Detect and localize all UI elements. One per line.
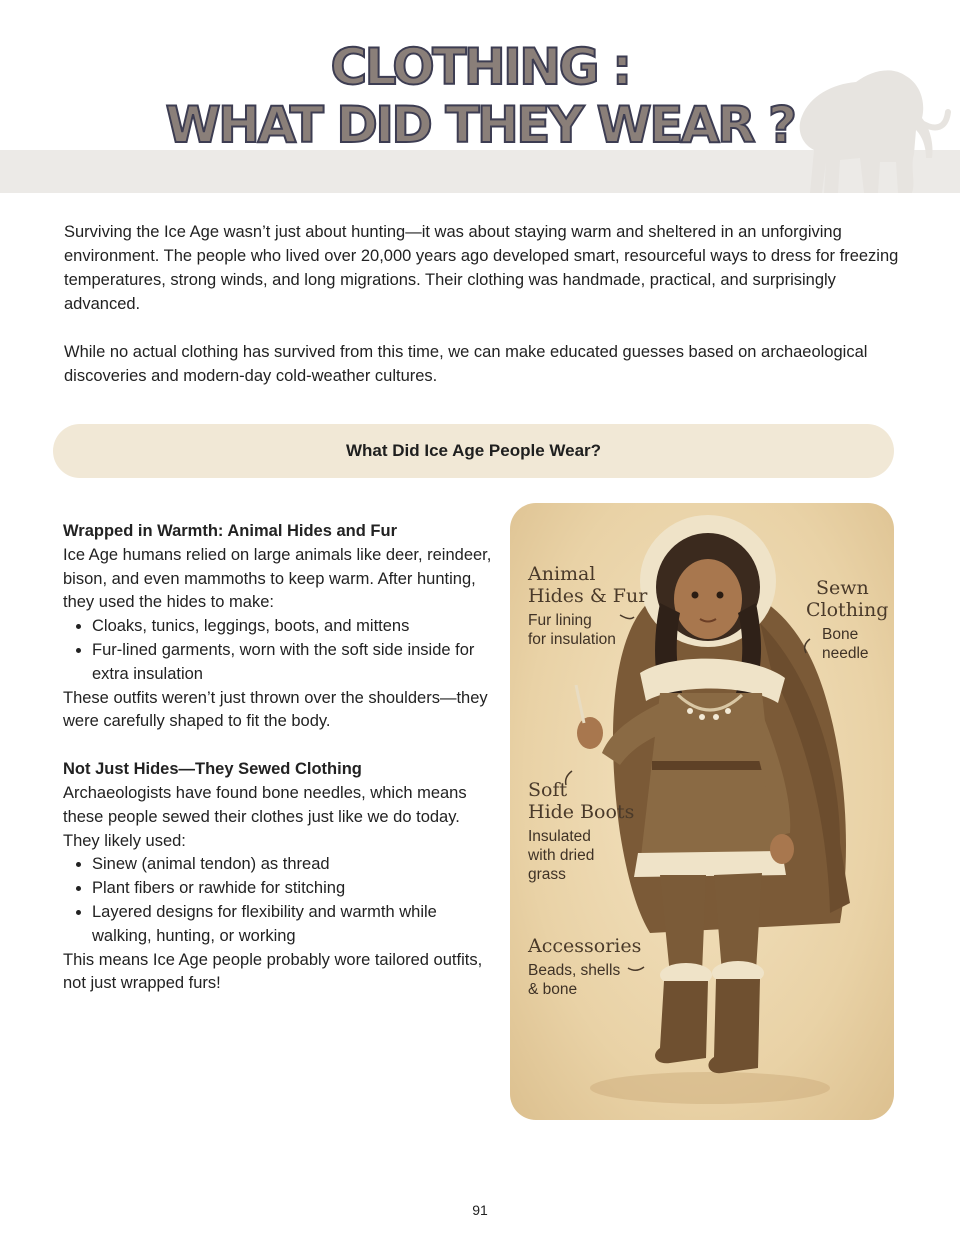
section2-lead: Archaeologists have found bone needles, which means these people sewed their clothes just like we do today. They likely used: [63,783,467,850]
label-soft-hide-boots: Soft Hide Boots Insulated with dried grass [528,779,635,883]
section1-list [63,615,493,686]
section-banner-label: What Did Ice Age People Wear? [345,441,602,460]
section2-list [63,853,493,948]
title-line-1: CLOTHING : [330,38,630,96]
list-item: • Plant fibers or rawhide for stitching [92,877,493,901]
label-sewn-clothing: Sewn Clothing Bone needle [806,577,889,662]
label-animal-hides: Animal Hides & Fur Fur lining for insulation [528,563,648,648]
intro-text [64,220,904,412]
list-item: • Fur-lined garments, worn with the soft side inside for extra insulation [92,639,493,687]
section1-closing: These outfits weren’t just thrown over the shoulders—they were carefully shaped to fit the body. [63,688,488,731]
intro-paragraph-2: While no actual clothing has survived from this time, we can make educated guesses based on archaeological discoveries and modern-day cold-weather cultures. [64,343,868,385]
list-item: • Sinew (animal tendon) as thread [92,853,493,877]
list-item: • Layered designs for flexibility and warmth while walking, hunting, or working [92,901,493,949]
title-line-2: WHAT DID THEY WEAR ? [165,96,795,154]
section1-lead: Ice Age humans relied on large animals like deer, reindeer, bison, and even mammoths to keep warm. After hunting, they used the hides to make: [63,545,492,612]
section-banner [53,424,894,478]
intro-paragraph-1: Surviving the Ice Age wasn’t just about hunting—it was about staying warm and sheltered in an unforgiving environment. The people who lived over 20,000 years ago developed smart, resourceful ways to dress for freezing temperatures, strong winds, and long migrations. Their clothing was handmade, practical, and surprisingly advanced. [64,223,899,313]
section2-closing: This means Ice Age people probably wore tailored outfits, not just wrapped furs! [63,950,483,993]
page-title [0,38,960,154]
label-accessories: Accessories Beads, shells & bone [528,935,642,998]
ice-age-person-illustration [510,503,894,1120]
section2-heading: Not Just Hides—They Sewed Clothing [63,760,362,779]
page-number: 91 [472,1202,488,1218]
section1-heading: Wrapped in Warmth: Animal Hides and Fur [63,522,397,540]
text-column [63,520,493,996]
list-item: • Cloaks, tunics, leggings, boots, and mittens [92,615,493,639]
